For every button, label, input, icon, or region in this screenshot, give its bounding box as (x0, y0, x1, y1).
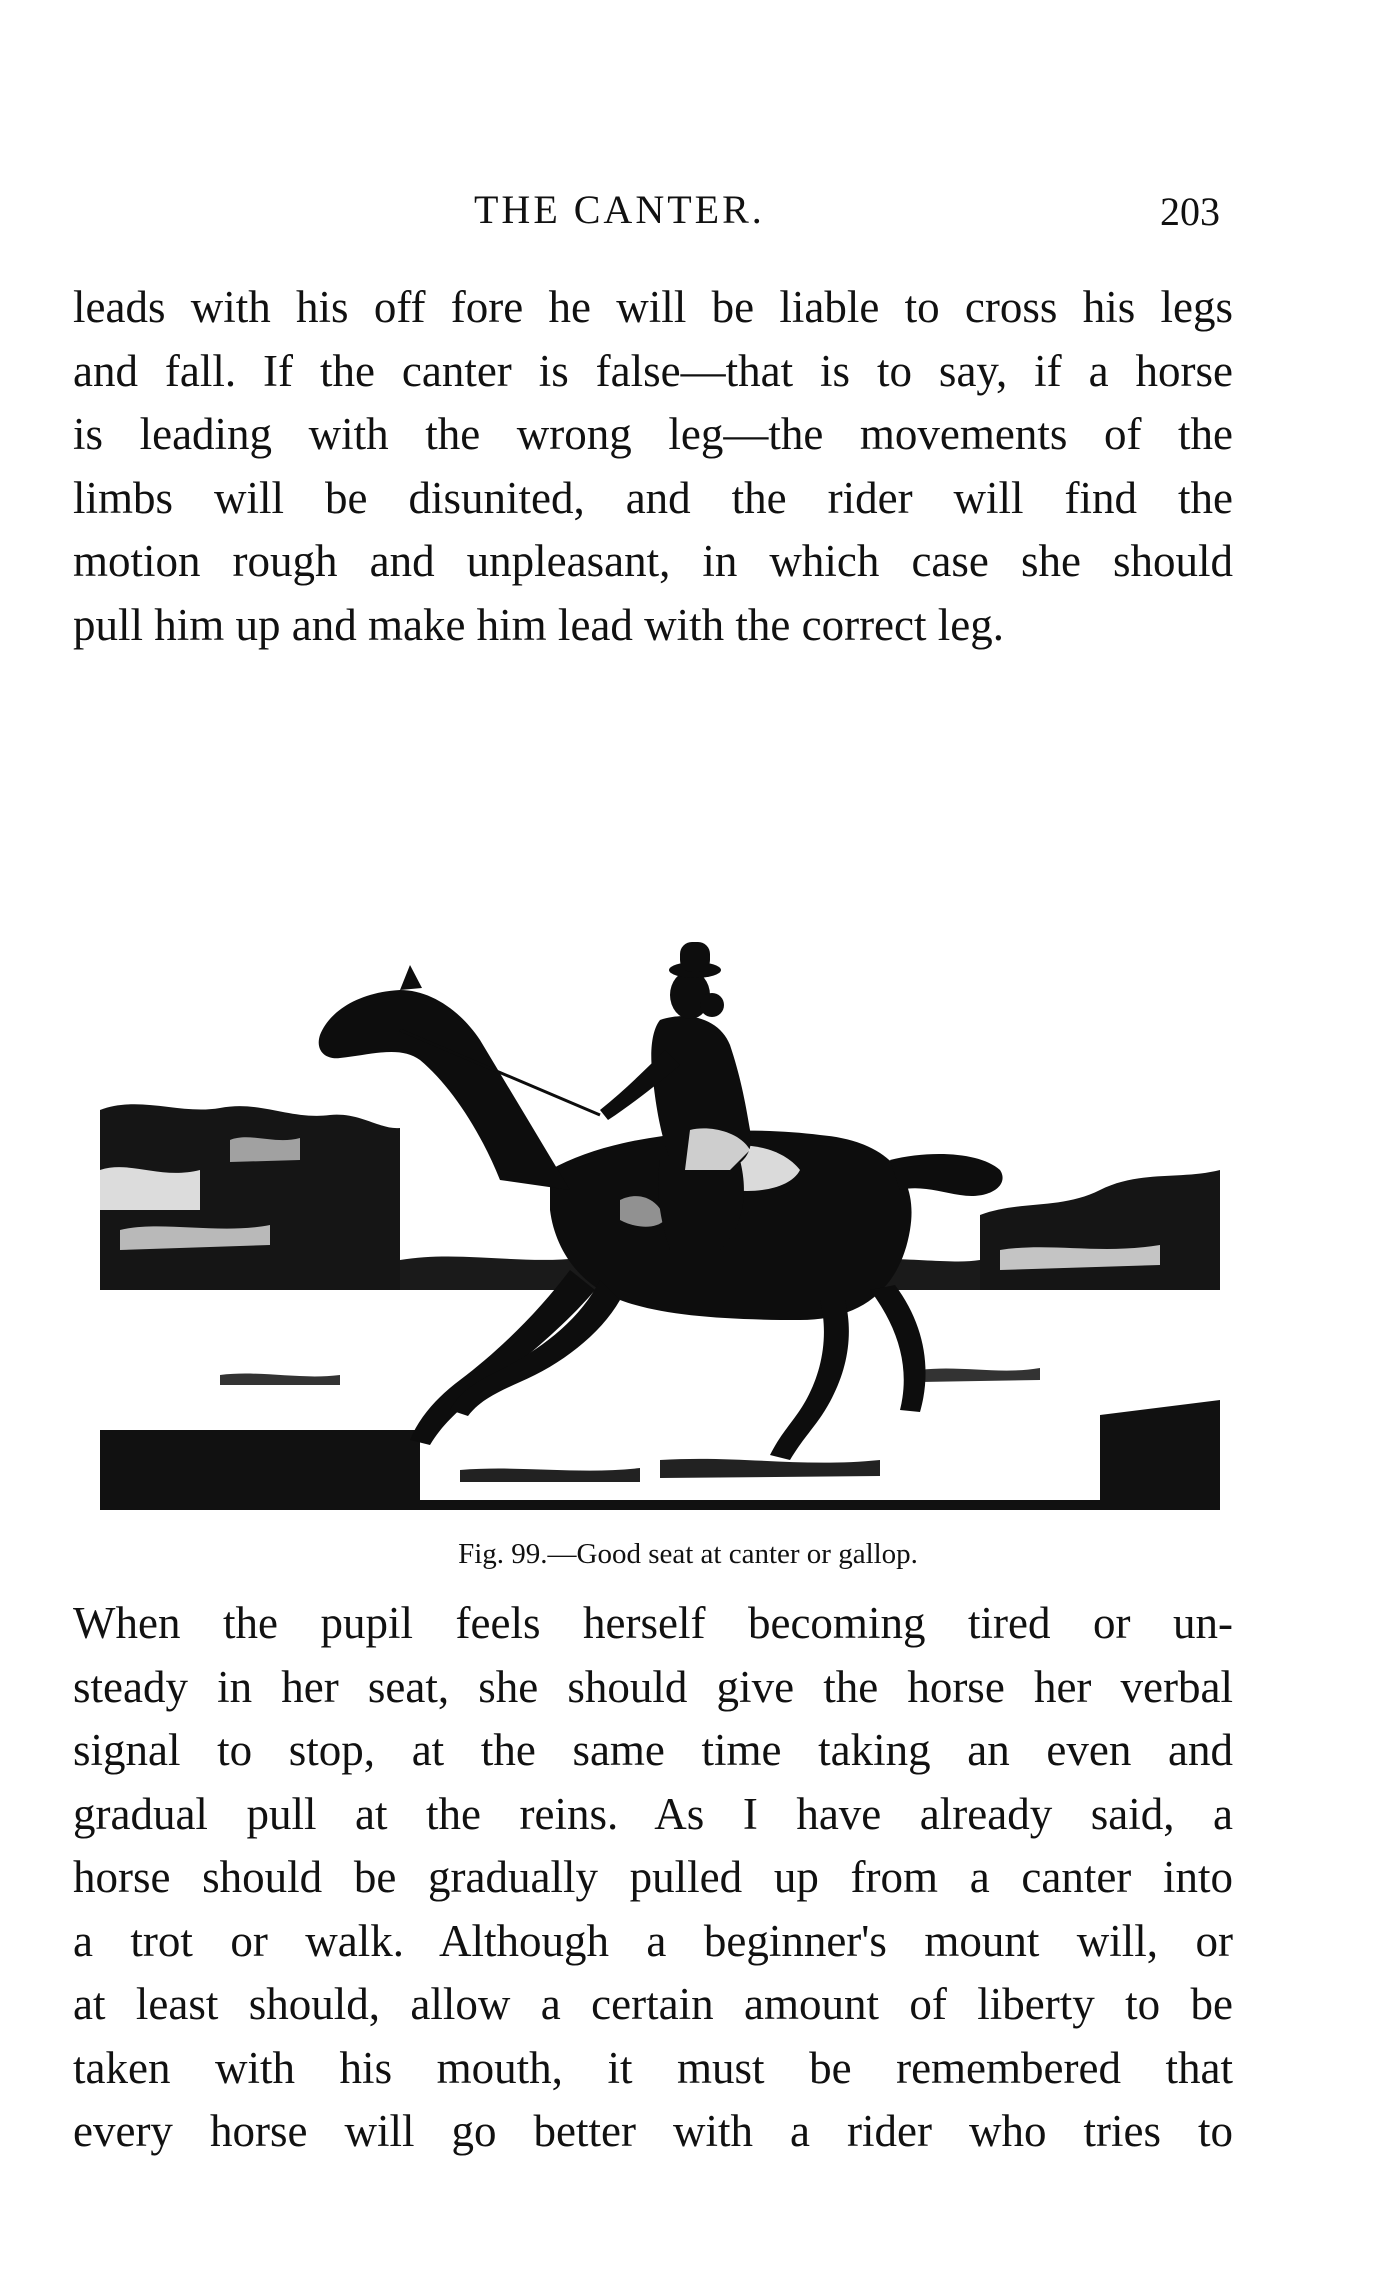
text-line: taken with his mouth, it must be remembered that (73, 2042, 1233, 2093)
text-line: When the pupil feels herself becoming tired or un- (73, 1598, 1233, 1648)
text-line: gradual pull at the reins. As I have already said, a (73, 1788, 1233, 1839)
text-line: steady in her seat, she should give the horse her verbal (73, 1661, 1233, 1712)
figure-rider-cantering (100, 870, 1220, 1510)
text-line: pull him up and make him lead with the correct leg. (73, 599, 1004, 650)
text-line: and fall. If the canter is false—that is to say, if a horse (73, 345, 1233, 396)
text-line: limbs will be disunited, and the rider will find the (73, 472, 1233, 523)
text-line: is leading with the wrong leg—the movements of the (73, 409, 1233, 459)
text-line: a trot or walk. Although a beginner's mount will, or (73, 1915, 1233, 1966)
body-paragraph-2 (73, 1592, 1233, 2164)
page-header (0, 186, 1376, 246)
body-paragraph-1 (73, 276, 1233, 657)
text-line: motion rough and unpleasant, in which case she should (73, 536, 1233, 586)
text-line: at least should, allow a certain amount of liberty to be (73, 1979, 1233, 2029)
text-line: leads with his off fore he will be liable to cross his legs (73, 282, 1233, 332)
text-line: signal to stop, at the same time taking an even and (73, 1725, 1233, 1775)
figure-caption: Fig. 99.—Good seat at canter or gallop. (458, 1538, 918, 1570)
page-number: 203 (1160, 189, 1220, 234)
text-line: horse should be gradually pulled up from a canter into (73, 1852, 1233, 1902)
running-title: THE CANTER. (474, 187, 765, 232)
text-line: every horse will go better with a rider who tries to (73, 2106, 1233, 2156)
rider-cantering-illustration (100, 870, 1220, 1510)
